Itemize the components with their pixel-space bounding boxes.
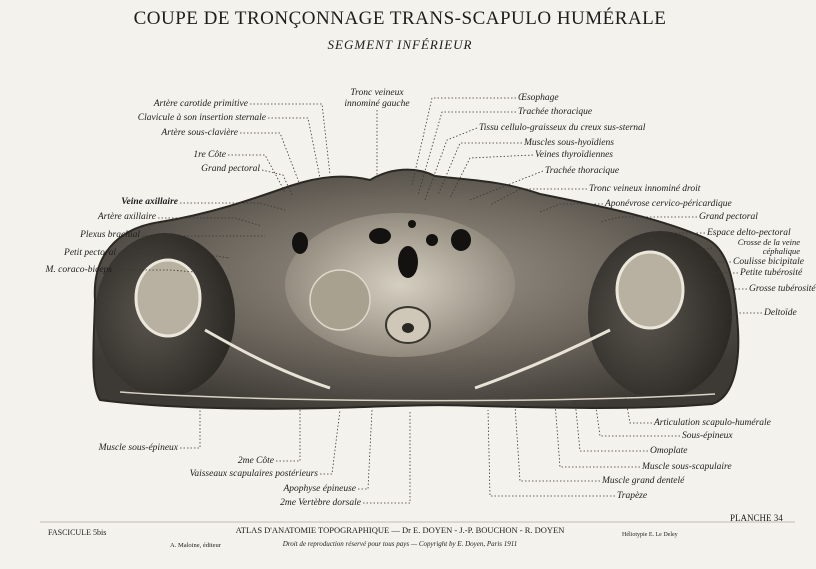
label-right-13: Petite tubérosité bbox=[740, 268, 803, 278]
label-left-6: Veine axillaire bbox=[121, 197, 178, 207]
label-bottom-right-6: Trapèze bbox=[617, 491, 648, 501]
label-left-8: Plexus brachial bbox=[80, 230, 140, 240]
label-bottom-right-2: Sous-épineux bbox=[682, 431, 733, 441]
footer-publisher: A. Maloine, éditeur bbox=[170, 542, 221, 549]
label-bottom-right-5: Muscle grand dentelé bbox=[602, 476, 685, 486]
label-left-10: M. coraco-biceps bbox=[45, 265, 112, 275]
footer-printer: Héliotypie E. Le Deley bbox=[622, 532, 678, 538]
footer-fascicule: FASCICULE 5bis bbox=[48, 528, 107, 537]
footer-atlas: ATLAS D'ANATOMIE TOPOGRAPHIQUE — Dr E. DOYEN - J.-P. BOUCHON - R. DOYEN bbox=[235, 525, 565, 535]
label-left-2: Clavicule à son insertion sternale bbox=[137, 113, 266, 123]
label-bottom-left-3: Vaisseaux scapulaires postérieurs bbox=[189, 469, 318, 479]
left-humeral-head bbox=[136, 260, 200, 336]
left-lung-apex bbox=[310, 270, 370, 330]
label-bottom-left-4: Apophyse épineuse bbox=[283, 484, 356, 494]
label-left-1: Artère carotide primitive bbox=[153, 99, 248, 109]
label-right-5: Veines thyroïdiennes bbox=[535, 150, 614, 160]
label-right-1: Œsophage bbox=[518, 93, 559, 103]
footer-copyright: Droit de reproduction réservé pour tous pays — Copyright by E. Doyen, Paris 1911 bbox=[282, 540, 518, 548]
right-humeral-head bbox=[617, 252, 683, 328]
page-title: COUPE DE TRONÇONNAGE TRANS-SCAPULO HUMÉRALE bbox=[133, 8, 667, 29]
page-subtitle: SEGMENT INFÉRIEUR bbox=[327, 37, 473, 52]
label-bottom-right-1: Articulation scapulo-humérale bbox=[654, 418, 771, 428]
label-right-11: Crosse de la veine céphalique bbox=[737, 237, 800, 256]
label-left-4: 1re Côte bbox=[193, 150, 226, 160]
label-bottom-right-4: Muscle sous-scapulaire bbox=[642, 462, 732, 472]
small-vessel-2 bbox=[292, 232, 308, 254]
label-left-9: Petit pectoral bbox=[64, 248, 116, 258]
label-bottom-left-5: 2me Vertèbre dorsale bbox=[280, 498, 361, 508]
label-left-7: Artère axillaire bbox=[97, 212, 156, 222]
label-right-2: Trachée thoracique bbox=[518, 107, 593, 117]
label-bottom-right-3: Omoplate bbox=[650, 446, 688, 456]
label-right-8: Aponévrose cervico-péricardique bbox=[605, 199, 732, 209]
small-vessel-3 bbox=[408, 220, 416, 228]
label-top-center: Tronc veineux innominé gauche bbox=[344, 88, 410, 109]
right-vessel bbox=[451, 229, 471, 251]
label-right-15: Deltoïde bbox=[764, 308, 797, 318]
footer-planche: PLANCHE 34 bbox=[730, 513, 783, 523]
trachea bbox=[398, 246, 418, 278]
label-left-5: Grand pectoral bbox=[201, 164, 260, 174]
label-right-9: Grand pectoral bbox=[699, 212, 758, 222]
label-bottom-left-1: Muscle sous-épineux bbox=[98, 443, 178, 453]
label-right-4: Muscles sous-hyoïdiens bbox=[524, 138, 614, 148]
label-bottom-left-2: 2me Côte bbox=[237, 456, 274, 466]
label-right-6: Trachée thoracique bbox=[545, 166, 620, 176]
label-left-3: Artère sous-clavière bbox=[161, 128, 238, 138]
small-vessel-1 bbox=[426, 234, 438, 246]
left-vessel bbox=[369, 228, 391, 244]
label-right-12: Coulisse bicipitale bbox=[733, 257, 804, 267]
label-right-10: Espace delto-pectoral bbox=[707, 228, 791, 238]
label-right-14: Grosse tubérosité bbox=[749, 284, 816, 294]
label-right-7: Tronc veineux innominé droit bbox=[589, 184, 701, 194]
spinal-canal bbox=[402, 323, 414, 333]
label-right-3: Tissu cellulo-graisseux du creux sus-sternal bbox=[479, 123, 646, 133]
